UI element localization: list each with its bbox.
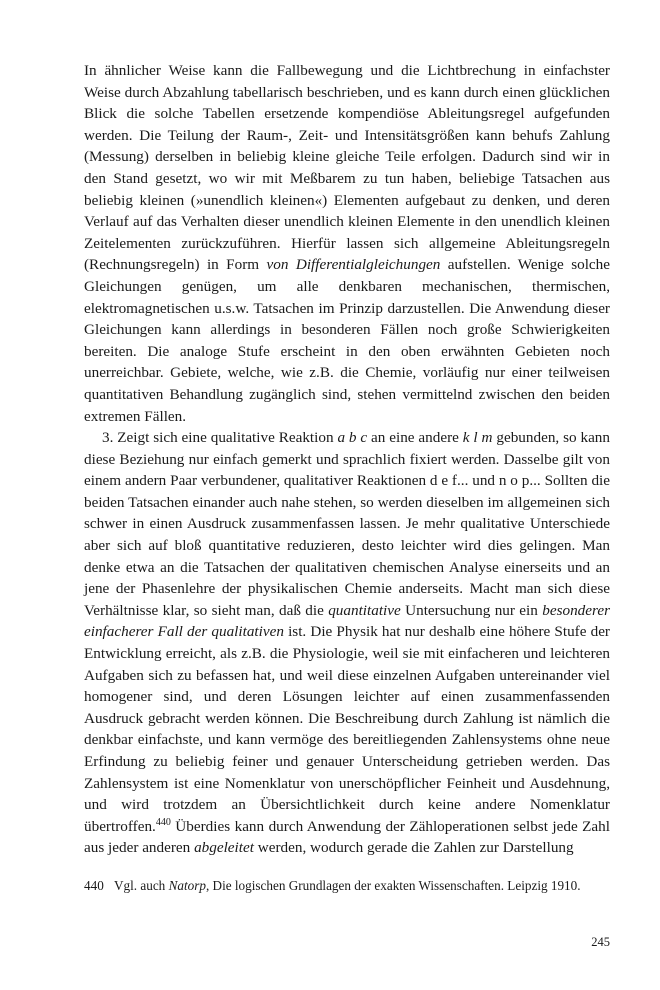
text-run: Überdies kann durch Anwendung der Zähloperationen selbst jede Zahl aus jeder anderen — [84, 817, 610, 857]
text-run: Vgl. auch — [114, 878, 169, 893]
text-run: an eine andere — [367, 429, 463, 447]
body-text — [84, 60, 610, 859]
italic-term: von Differentialgleichungen — [266, 256, 441, 274]
footnote-author: Natorp — [168, 878, 206, 893]
italic-term: abgeleitet — [194, 839, 254, 857]
text-run: aufstellen. Wenige solche Gleichungen genügen, um alle denkbaren mechanischen, thermischen, elektromagnetischen u.s.w. Tatsachen im Prinzip darzustellen. Die Anwendung dieser Gleichungen kann allerdings in besonderen Fällen noch große Schwierigkeiten bereiten. Die analoge Stufe erscheint in den oben erwähnten Gebieten noch unerreichbar. Gebiete, welche, wie z.B. die Chemie, vorläufig nur einer teilweisen quantitativen Behandlung zugänglich sind, stehen vermittelnd zwischen den beiden extremen Fällen. — [84, 256, 610, 425]
text-run: gebunden, so kann diese Beziehung nur einfach gemerkt und sprachlich fixiert werden. Dasselbe gilt von einem andern Paar verbundener, qualitativer Reaktionen d e f... und n o p... Sollten die beiden Tatsachen einander auch nahe stehen, so werden dieselben im allgemeinen sich schwer in einen Ausdruck zusammenfassen lassen. Je mehr qualitative Unterschiede aber sich auf bloß quantitative reduzieren, desto leichter wird dies gelingen. Man denke etwa an die Tatsachen der qualitativen chemischen Analyse einerseits und an jene der Phasenlehre der physikalischen Chemie anderseits. Macht man sich diese Verhältnisse klar, so sieht man, daß die — [84, 429, 610, 619]
text-run: , Die logischen Grundlagen der exakten Wissenschaften. Leipzig 1910. — [205, 878, 581, 893]
italic-term: k l m — [462, 429, 493, 447]
paragraph — [84, 427, 610, 859]
footnote — [84, 877, 610, 895]
paragraph — [84, 60, 610, 427]
text-run: In ähnlicher Weise kann die Fallbewegung und die Lichtbrechung in einfachster Weise durch Abzahlung tabellarisch beschrieben, und es kann durch einen glücklichen Blick die solche Tabellen ersetzende kompendiöse Ableitungsregel aufgefunden werden. Die Teilung der Raum-, Zeit- und Intensitätsgrößen kann behufs Zahlung (Messung) derselben in beliebig kleine gleiche Teile erfolgen. Dadurch sind wir in den Stand gesetzt, wo wir mit Meßbarem zu tun haben, beliebige Tatsachen aus beliebig kleinen (»unendlich kleinen«) Elementen aufgebaut zu denken, und deren Verlauf auf das Verhalten dieser unendlich kleinen Elemente in den unendlich kleinen Zeitelementen zurückzuführen. Hierfür lassen sich allgemeine Ableitungsregeln (Rechnungsregeln) in Form — [84, 62, 610, 274]
footnote-number: 440 — [84, 878, 104, 893]
text-run: Untersuchung nur ein — [400, 601, 543, 619]
footnote-text — [114, 877, 610, 895]
footnote-reference[interactable]: 440 — [155, 816, 171, 828]
italic-term: a b c — [337, 429, 368, 447]
page-number: 245 — [591, 935, 610, 949]
text-run: werden, wodurch gerade die Zahlen zur Darstellung — [253, 839, 574, 857]
text-run: ist. Die Physik hat nur deshalb eine höhere Stufe der Entwicklung erreicht, als z.B. die Physiologie, weil sie mit einfacheren und leichteren Aufgaben sich zu befassen hat, und weil diese einzelnen Aufgaben untereinander viel homogener sind, und deren Lösungen leichter auf einen zusammenfassenden Ausdruck gebracht werden können. Die Beschreibung durch Zahlung ist nämlich die denkbar einfachste, und kann vermöge des bereitliegenden Zahlensystems ohne neue Erfindung zu beliebig feiner und genauer Unterscheidung getrieben werden. Das Zahlensystem ist eine Nomenklatur von unerschöpflicher Feinheit und Ausdehnung, und wird trotzdem an Übersichtlichkeit durch keine andere Nomenklatur übertroffen. — [84, 623, 610, 835]
text-run: 3. Zeigt sich eine qualitative Reaktion — [102, 429, 338, 447]
italic-term: quantitative — [328, 601, 401, 619]
italic-term: besonderer einfacherer Fall der qualitativen — [84, 601, 610, 641]
